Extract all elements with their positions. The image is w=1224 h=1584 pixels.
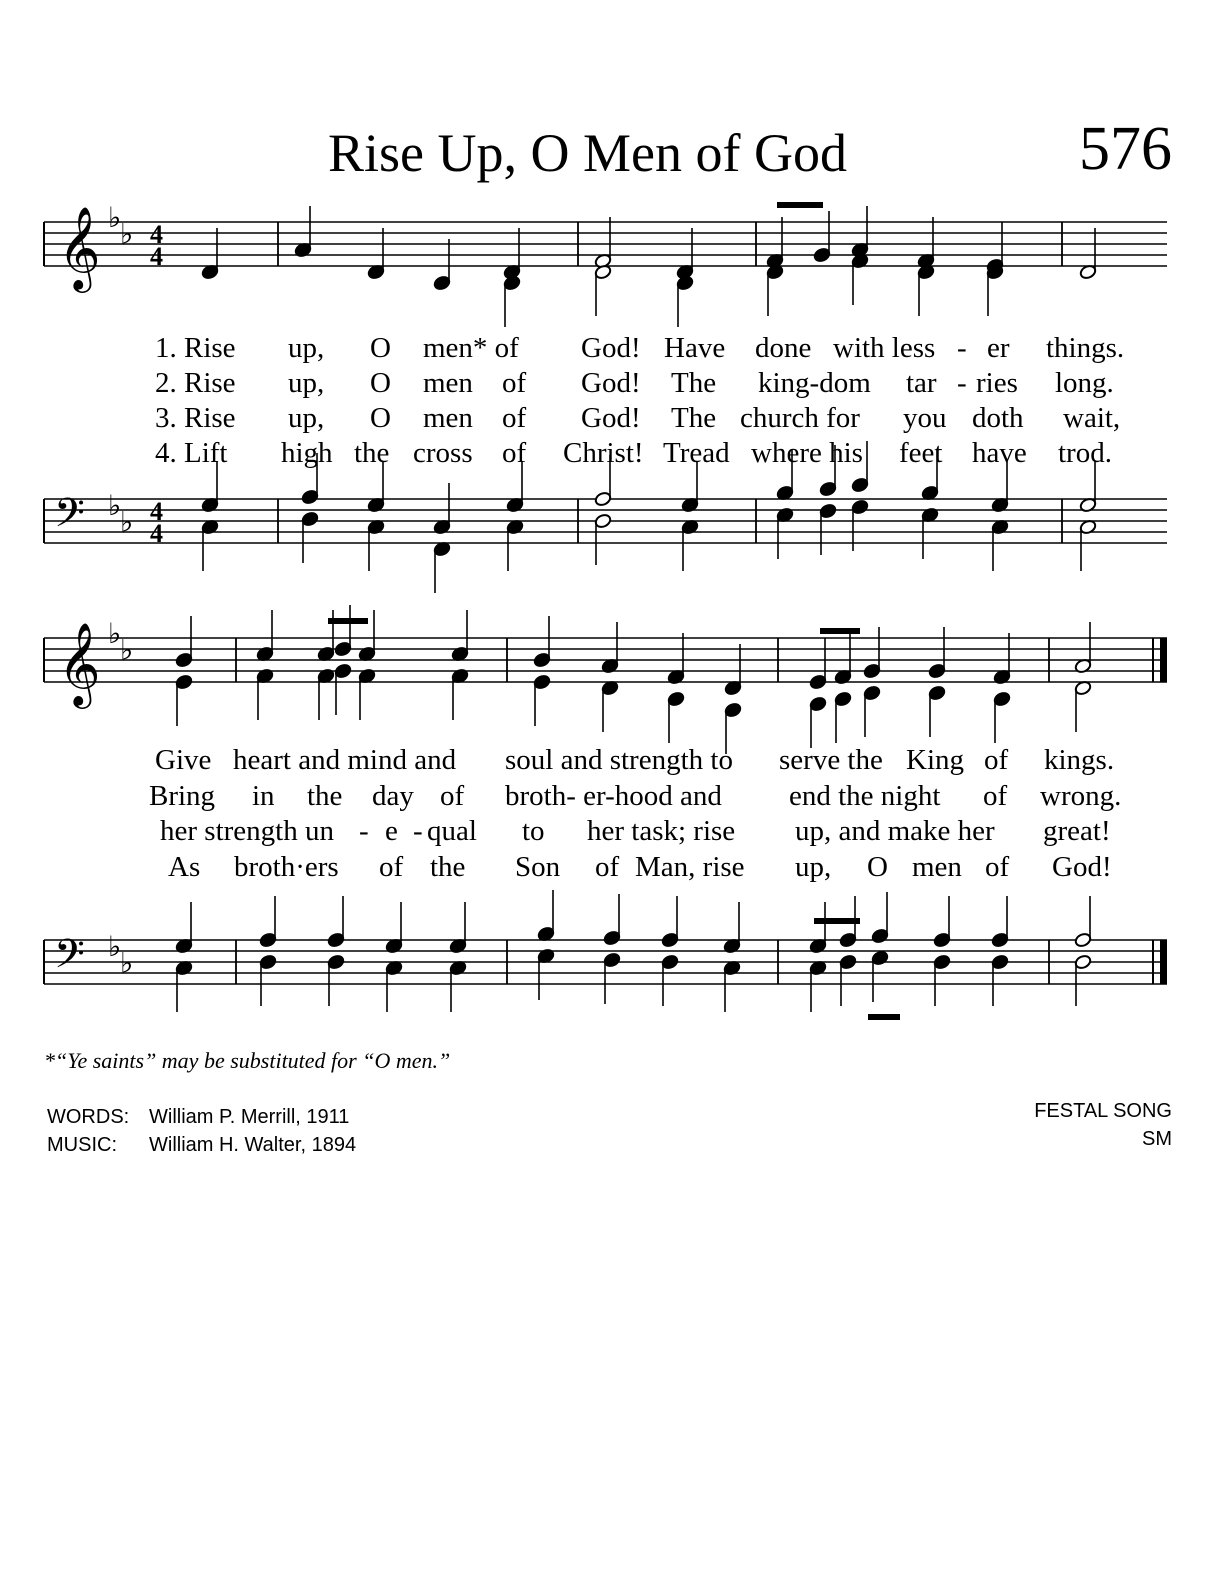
note-beam: [328, 618, 368, 624]
words-label: WORDS:: [47, 1106, 130, 1128]
lyric-word: God!: [581, 332, 641, 364]
lyric-word: men: [423, 367, 473, 399]
lyric-word: er: [987, 332, 1010, 364]
lyric-word: The: [671, 367, 717, 399]
lyric-word: things.: [1046, 332, 1125, 364]
lyric-word: 1. Rise: [155, 332, 236, 364]
lyric-word: king-dom: [758, 367, 871, 399]
lyric-word: with less: [833, 332, 936, 364]
lyric-word: broth·ers: [234, 851, 339, 883]
lyric-word: Man, rise: [635, 851, 745, 883]
lyric-word: O: [370, 332, 391, 364]
lyric-word: cross: [413, 437, 473, 469]
note-beam: [814, 918, 860, 924]
lyric-word: wrong.: [1040, 780, 1122, 812]
lyric-word: qual: [427, 815, 477, 847]
lyric-word: serve the: [779, 744, 883, 776]
words-author: William P. Merrill, 1911: [149, 1106, 350, 1128]
lyric-word: -: [359, 815, 369, 847]
lyric-word: wait,: [1063, 402, 1121, 434]
final-barline: [1160, 638, 1167, 682]
lyric-word: the: [354, 437, 390, 469]
tune-name: FESTAL SONG: [1034, 1100, 1172, 1122]
flat-sign-icon: ♭: [108, 617, 122, 650]
lyric-word: the: [307, 780, 343, 812]
music-label: MUSIC:: [47, 1134, 117, 1156]
lyric-word: -: [957, 367, 967, 399]
lyric-word: men* of: [423, 332, 519, 364]
final-barline: [1160, 940, 1167, 984]
treble-clef-icon: 𝄞: [58, 205, 101, 289]
lyric-word: great!: [1043, 815, 1111, 847]
lyric-word: day: [372, 780, 414, 812]
flat-sign-icon: ♭: [120, 217, 134, 251]
lyric-word: -: [957, 332, 967, 364]
lyric-word: men: [912, 851, 962, 883]
lyric-word: trod.: [1058, 437, 1112, 469]
lyric-word: up, and make her: [795, 815, 995, 847]
lyric-word: have: [972, 437, 1027, 469]
lyric-word: Give: [155, 744, 212, 776]
lyric-word: tar: [906, 367, 937, 399]
words-credit: [47, 1103, 356, 1131]
lyric-word: heart and mind and: [233, 744, 457, 776]
lyric-word: God!: [581, 402, 641, 434]
tune-info: [1034, 1097, 1172, 1153]
lyric-word: 2. Rise: [155, 367, 236, 399]
time-signature: 4: [150, 242, 163, 271]
lyric-word: the: [430, 851, 466, 883]
lyric-word: high: [281, 437, 333, 469]
lyric-word: you: [903, 402, 947, 434]
time-signature: 4: [150, 519, 163, 548]
lyric-word: As: [168, 851, 201, 883]
flat-sign-icon: ♭: [120, 505, 134, 539]
hymn-number: 576: [1079, 115, 1172, 183]
lyric-word: up,: [288, 332, 325, 364]
flat-sign-icon: ♭: [108, 489, 122, 522]
lyric-word: of: [595, 851, 620, 883]
lyric-word: ries: [976, 367, 1018, 399]
lyric-word: of: [502, 402, 527, 434]
bass-clef-icon: 𝄢: [54, 490, 85, 546]
lyric-word: Have: [664, 332, 726, 364]
lyric-word: of: [440, 780, 465, 812]
lyric-word: of: [502, 367, 527, 399]
lyric-word: of: [379, 851, 404, 883]
lyric-word: Christ!: [563, 437, 644, 469]
lyric-word: done: [755, 332, 812, 364]
lyric-word: of: [984, 744, 1009, 776]
treble-clef-icon: 𝄞: [58, 621, 101, 705]
lyric-word: end the night: [789, 780, 941, 812]
lyric-word: in: [252, 780, 275, 812]
lyric-word: e: [385, 815, 398, 847]
footnote: *“Ye saints” may be substituted for “O men.”: [44, 1048, 451, 1073]
note-beam: [820, 628, 860, 634]
lyric-word: Bring: [149, 780, 216, 812]
lyric-word: 3. Rise: [155, 402, 236, 434]
credits: [47, 1103, 356, 1159]
flat-sign-icon: ♭: [120, 946, 134, 980]
lyric-word: feet: [899, 437, 943, 469]
lyric-word: of: [985, 851, 1010, 883]
lyric-word: her task; rise: [587, 815, 736, 847]
lyric-word: up,: [288, 402, 325, 434]
lyric-word: O: [370, 402, 391, 434]
lyric-word: God!: [1052, 851, 1112, 883]
lyric-word: Son: [515, 851, 561, 883]
time-signature: 4: [150, 497, 163, 526]
hymn-title: Rise Up, O Men of God: [328, 123, 847, 183]
lyric-word: long.: [1055, 367, 1114, 399]
lyric-word: O: [370, 367, 391, 399]
lyric-word: of: [983, 780, 1008, 812]
lyric-word: 4. Lift: [155, 437, 228, 469]
lyric-word: of: [502, 437, 527, 469]
flat-sign-icon: ♭: [108, 201, 122, 234]
lyric-word: kings.: [1044, 744, 1115, 776]
note-beam: [868, 1014, 900, 1020]
lyric-word: men: [423, 402, 473, 434]
lyric-word: to: [522, 815, 545, 847]
lyric-word: broth- er-hood and: [505, 780, 722, 812]
flat-sign-icon: ♭: [108, 930, 122, 963]
lyric-word: church for: [740, 402, 860, 434]
lyric-word: doth: [972, 402, 1024, 434]
lyric-word: God!: [581, 367, 641, 399]
lyric-word: -: [413, 815, 423, 847]
lyric-word: Tread: [663, 437, 730, 469]
music-composer: William H. Walter, 1894: [149, 1134, 357, 1156]
lyric-word: up,: [795, 851, 832, 883]
lyric-word: where his: [751, 437, 863, 469]
time-signature: 4: [150, 220, 163, 249]
lyric-word: The: [671, 402, 717, 434]
tune-meter: SM: [1142, 1128, 1172, 1150]
flat-sign-icon: ♭: [120, 633, 134, 667]
lyric-word: her strength un: [160, 815, 334, 847]
note-beam: [777, 202, 823, 208]
lyric-word: O: [867, 851, 888, 883]
music-credit: [47, 1131, 356, 1159]
bass-clef-icon: 𝄢: [54, 931, 85, 987]
lyric-word: soul and strength to: [505, 744, 733, 776]
lyric-word: up,: [288, 367, 325, 399]
lyric-word: King: [906, 744, 964, 776]
